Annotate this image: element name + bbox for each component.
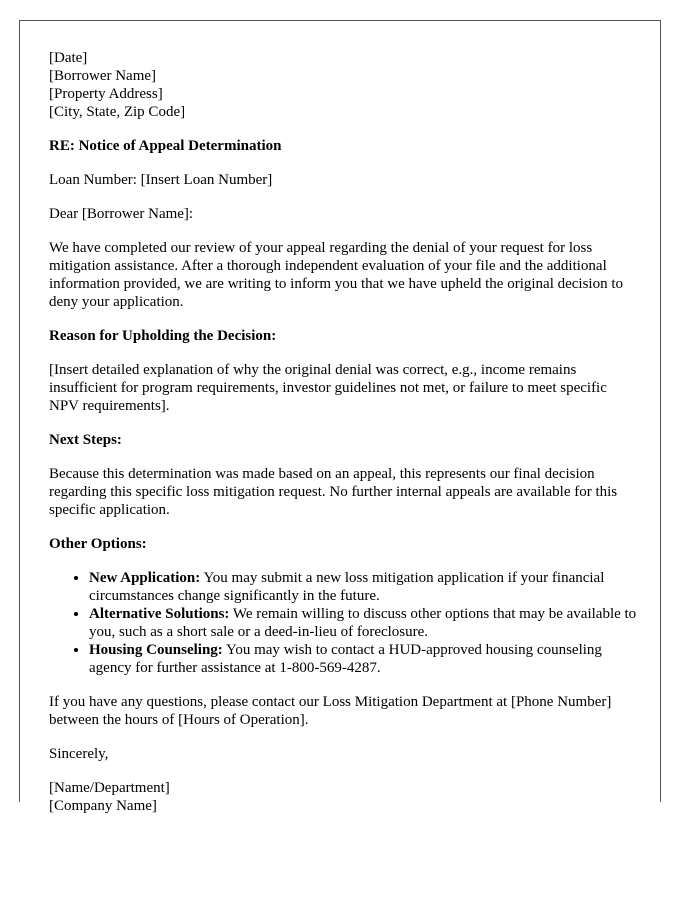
closing-line: Sincerely, <box>49 746 109 762</box>
signature-name-department: [Name/Department] <box>49 780 170 796</box>
questions-paragraph: If you have any questions, please contact our Loss Mitigation Department at [Phone Number] between the hours of [Hours of Operation]. <box>49 694 612 728</box>
list-item <box>89 569 639 605</box>
option-text: You may submit a new loss mitigation application if your financial circumstances change significantly in the future. <box>89 570 605 604</box>
option-term: Alternative Solutions: <box>89 606 230 622</box>
other-options-heading: Other Options: <box>49 536 147 552</box>
letter-body <box>49 49 639 815</box>
letter-page <box>19 20 661 814</box>
reason-paragraph: [Insert detailed explanation of why the original denial was correct, e.g., income remains insufficient for program requirements, investor guidelines not met, or failure to meet specific NPV requirements]. <box>49 362 607 414</box>
borrower-name-line: [Borrower Name] <box>49 68 157 84</box>
subject-line: RE: Notice of Appeal Determination <box>49 138 282 154</box>
property-address-line: [Property Address] <box>49 86 163 102</box>
intro-paragraph: We have completed our review of your appeal regarding the denial of your request for loss mitigation assistance. After a thorough independent evaluation of your file and the additional information provided, we are writing to inform you that we have upheld the original decision to deny your application. <box>49 240 624 310</box>
list-item <box>89 605 639 641</box>
signature-block <box>49 779 639 815</box>
option-term: Housing Counseling: <box>89 642 223 658</box>
next-steps-heading: Next Steps: <box>49 432 122 448</box>
list-item <box>89 641 639 677</box>
next-steps-paragraph: Because this determination was made based on an appeal, this represents our final decision regarding this specific loss mitigation request. No further internal appeals are available for this specific application. <box>49 466 618 518</box>
option-term: New Application: <box>89 570 201 586</box>
option-text: We remain willing to discuss other options that may be available to you, such as a short sale or a deed-in-lieu of foreclosure. <box>89 606 637 640</box>
loan-number-line: Loan Number: [Insert Loan Number] <box>49 172 273 188</box>
other-options-list <box>49 569 639 677</box>
date-line: [Date] <box>49 50 88 66</box>
signature-company-name: [Company Name] <box>49 798 157 814</box>
option-text: You may wish to contact a HUD-approved housing counseling agency for further assistance at 1-800-569-4287. <box>89 642 602 676</box>
city-state-zip-line: [City, State, Zip Code] <box>49 104 186 120</box>
recipient-address-block <box>49 49 639 121</box>
reason-heading: Reason for Upholding the Decision: <box>49 328 277 344</box>
salutation: Dear [Borrower Name]: <box>49 206 194 222</box>
